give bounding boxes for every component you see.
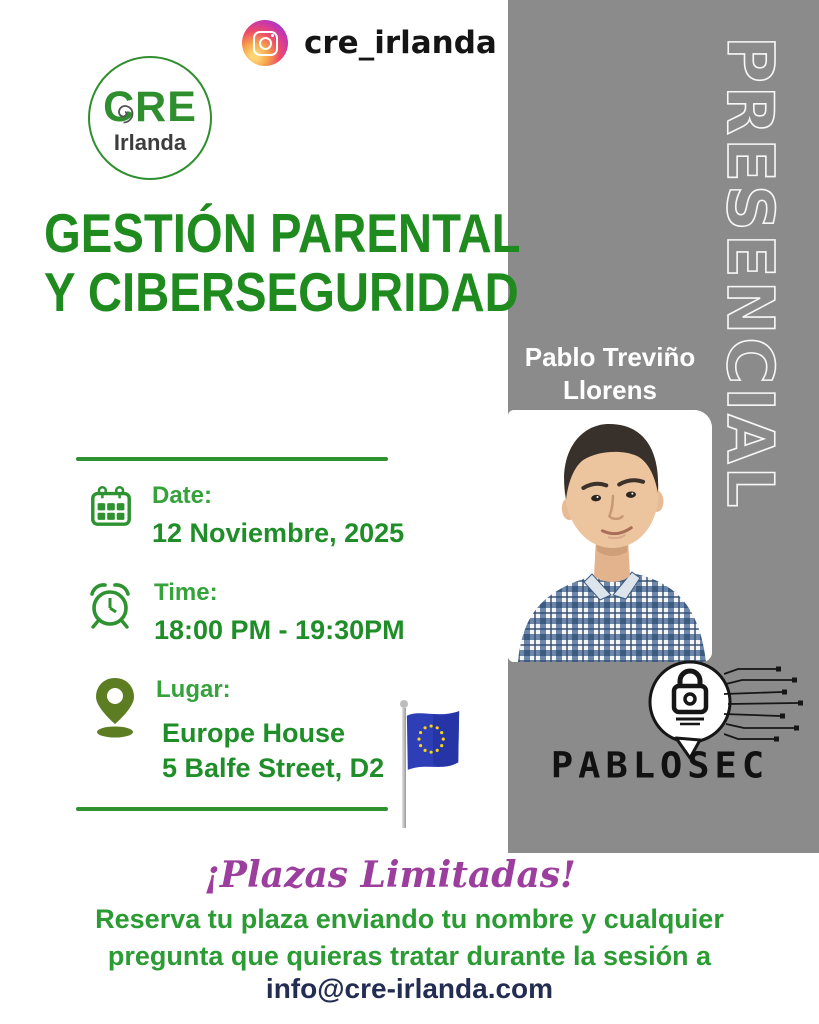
camera-lens: [259, 37, 272, 50]
divider-bottom: [76, 807, 388, 811]
speaker-name-line2: Llorens: [563, 375, 657, 405]
title-line1: GESTIÓN PARENTAL: [44, 202, 521, 264]
date-text: [152, 482, 404, 551]
date-value: 12 Noviembre, 2025: [152, 518, 405, 548]
reservation-text: [0, 901, 819, 975]
time-label: Time:: [154, 579, 218, 606]
time-row: [84, 579, 405, 648]
location-label: Lugar:: [156, 676, 231, 703]
spiral-icon: [113, 100, 137, 124]
reservation-line2: pregunta que quieras tratar durante la sesión a: [107, 941, 712, 971]
location-row: [92, 676, 384, 786]
limited-seats-headline: ¡Plazas Limitadas!: [204, 854, 576, 896]
location-value-line2: 5 Balfe Street, D2: [162, 753, 385, 783]
divider-top: [76, 457, 388, 461]
speaker-photo: [508, 410, 712, 662]
instagram-icon: [242, 20, 288, 66]
date-row: [88, 482, 404, 551]
contact-email: info@cre-irlanda.com: [265, 973, 554, 1004]
eu-flag: [392, 700, 462, 832]
location-text: [156, 676, 384, 786]
eu-flag-cloth: [405, 710, 461, 785]
time-value: 18:00 PM - 19:30PM: [154, 615, 405, 645]
pablosec-wordmark: PABLOSEC: [550, 744, 770, 787]
presencial-ribbon: PRESENCIAL: [712, 36, 786, 511]
portrait-illustration: [508, 410, 712, 662]
location-value: [162, 716, 384, 786]
title-line2: Y CIBERSEGURIDAD: [44, 261, 519, 323]
logo-region: Irlanda: [113, 130, 187, 155]
circuit-lines-icon: [724, 662, 808, 750]
speaker-name: [508, 341, 712, 407]
time-text: [154, 579, 405, 648]
location-value-line1: Europe House: [162, 718, 346, 748]
instagram-handle: cre_irlanda: [304, 25, 497, 61]
instagram-row: [242, 20, 497, 66]
flag-finial: [400, 700, 408, 708]
reservation-line1: Reserva tu plaza enviando tu nombre y cualquier: [95, 904, 724, 934]
camera-flash-dot: [271, 34, 274, 37]
map-pin-icon: [92, 676, 138, 740]
speaker-name-line1: Pablo Treviño: [524, 342, 696, 372]
cre-logo: [88, 56, 212, 180]
alarm-clock-icon: [84, 579, 136, 633]
date-label: Date:: [152, 482, 213, 509]
calendar-icon: [88, 482, 134, 530]
logo-acronym: CRE: [103, 83, 197, 131]
event-title: [44, 204, 521, 322]
